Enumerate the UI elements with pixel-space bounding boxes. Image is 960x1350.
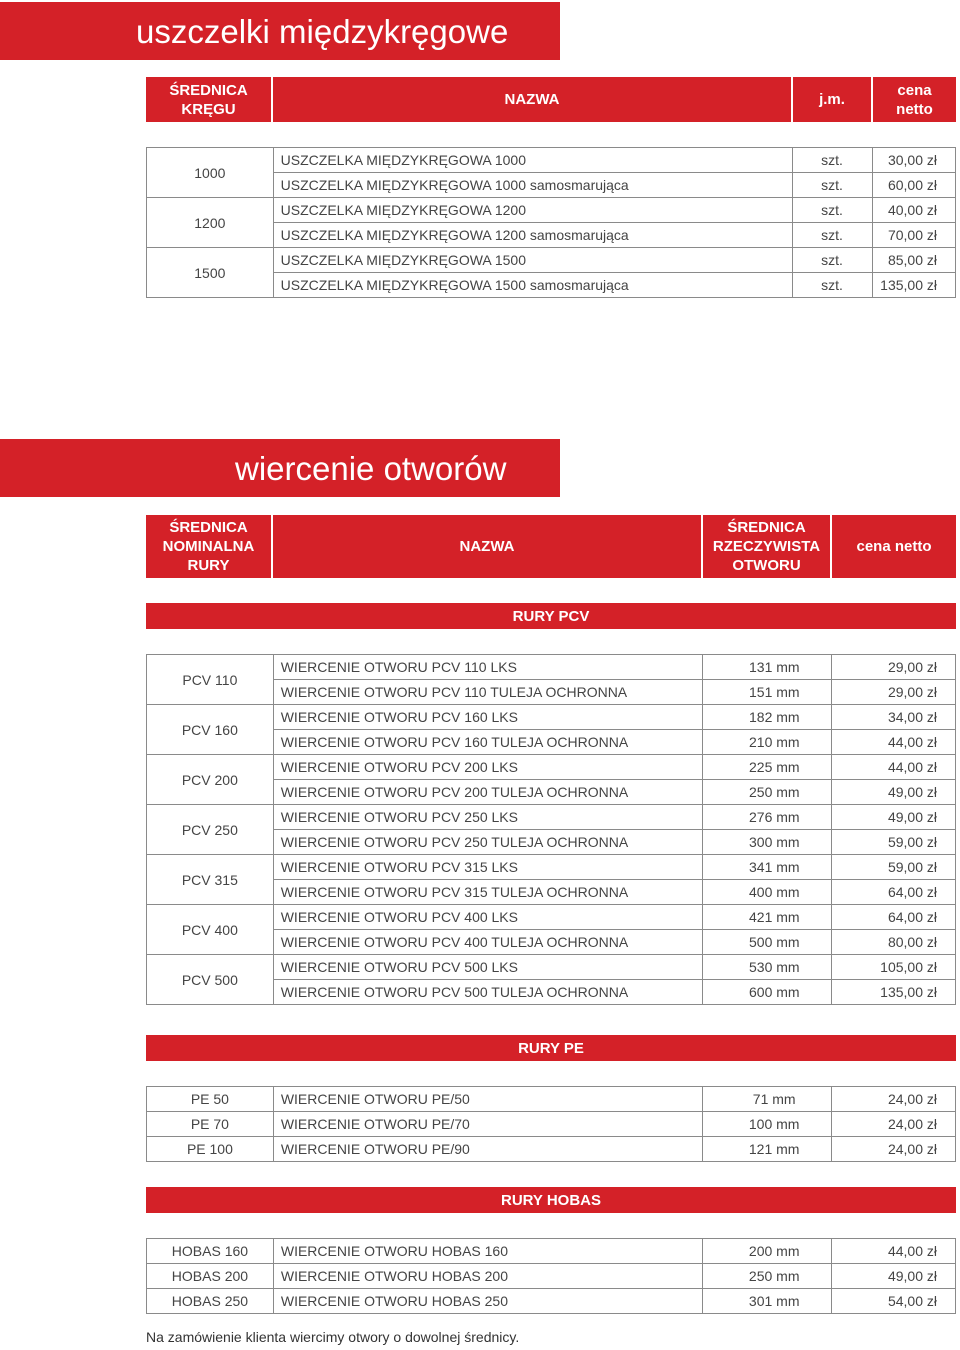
price-cell: 30,00 zł — [873, 148, 956, 173]
pipe-diameter-cell: PE 100 — [147, 1137, 274, 1162]
pipe-diameter-cell: PCV 500 — [147, 955, 274, 1005]
header-label: j.m. — [819, 91, 845, 108]
price-cell: 64,00 zł — [832, 880, 956, 905]
hole-size-cell: 71 mm — [703, 1087, 832, 1112]
name-cell: WIERCENIE OTWORU PE/70 — [273, 1112, 702, 1137]
hole-size-cell: 200 mm — [703, 1239, 832, 1264]
hole-size-cell: 341 mm — [703, 855, 832, 880]
name-cell: WIERCENIE OTWORU HOBAS 250 — [273, 1289, 702, 1314]
unit-cell: szt. — [793, 148, 873, 173]
name-cell: USZCZELKA MIĘDZYKRĘGOWA 1200 samosmarująca — [273, 223, 792, 248]
price-cell: 44,00 zł — [832, 730, 956, 755]
header-label: NAZWA — [504, 91, 560, 108]
table-row — [147, 905, 956, 930]
unit-cell: szt. — [793, 198, 873, 223]
price-cell: 49,00 zł — [832, 805, 956, 830]
pipe-diameter-cell: PCV 315 — [147, 855, 274, 905]
price-cell: 49,00 zł — [832, 780, 956, 805]
hole-size-cell: 225 mm — [703, 755, 832, 780]
name-cell: WIERCENIE OTWORU PCV 315 TULEJA OCHRONNA — [273, 880, 703, 905]
hole-size-cell: 121 mm — [703, 1137, 832, 1162]
pe-table — [146, 1086, 956, 1162]
name-cell: WIERCENIE OTWORU PCV 160 LKS — [273, 705, 703, 730]
pipe-diameter-cell: HOBAS 250 — [147, 1289, 274, 1314]
header-label: ŚREDNICA KRĘGU — [169, 81, 248, 118]
table-row — [147, 1239, 956, 1264]
name-cell: WIERCENIE OTWORU PCV 110 TULEJA OCHRONNA — [273, 680, 703, 705]
uszczelki-header-row — [146, 77, 956, 122]
table-row — [147, 955, 956, 980]
price-cell: 40,00 zł — [873, 198, 956, 223]
hole-size-cell: 210 mm — [703, 730, 832, 755]
section-title-text: uszczelki międzykręgowe — [136, 12, 509, 50]
price-cell: 24,00 zł — [832, 1137, 956, 1162]
unit-cell: szt. — [793, 223, 873, 248]
price-cell: 44,00 zł — [832, 1239, 956, 1264]
header-label: cena netto — [896, 81, 933, 118]
hole-size-cell: 276 mm — [703, 805, 832, 830]
name-cell: USZCZELKA MIĘDZYKRĘGOWA 1000 samosmarująca — [273, 173, 792, 198]
header-nazwa — [273, 515, 703, 578]
footnote: Na zamówienie klienta wiercimy otwory o dowolnej średnicy. — [146, 1329, 520, 1345]
name-cell: WIERCENIE OTWORU PCV 200 LKS — [273, 755, 703, 780]
subsection-title: RURY HOBAS — [500, 1191, 601, 1209]
table-row — [147, 248, 956, 273]
hole-size-cell: 600 mm — [703, 980, 832, 1005]
unit-cell: szt. — [793, 273, 873, 298]
name-cell: WIERCENIE OTWORU HOBAS 160 — [273, 1239, 702, 1264]
subsection-rury-pcv — [146, 603, 956, 629]
name-cell: WIERCENIE OTWORU PCV 500 TULEJA OCHRONNA — [273, 980, 703, 1005]
table-row — [147, 705, 956, 730]
section-title-wiercenie — [0, 439, 560, 497]
subsection-rury-hobas — [146, 1187, 956, 1213]
table-row — [147, 1112, 956, 1137]
price-cell: 105,00 zł — [832, 955, 956, 980]
unit-cell: szt. — [793, 248, 873, 273]
hole-size-cell: 182 mm — [703, 705, 832, 730]
hole-size-cell: 530 mm — [703, 955, 832, 980]
hole-size-cell: 400 mm — [703, 880, 832, 905]
diameter-cell: 1200 — [147, 198, 274, 248]
name-cell: WIERCENIE OTWORU PCV 160 TULEJA OCHRONNA — [273, 730, 703, 755]
pipe-diameter-cell: PE 70 — [147, 1112, 274, 1137]
price-cell: 85,00 zł — [873, 248, 956, 273]
table-row — [147, 198, 956, 223]
pipe-diameter-cell: PCV 400 — [147, 905, 274, 955]
table-row — [147, 1087, 956, 1112]
price-cell: 70,00 zł — [873, 223, 956, 248]
pipe-diameter-cell: PE 50 — [147, 1087, 274, 1112]
uszczelki-table — [146, 147, 956, 298]
table-row — [147, 755, 956, 780]
hole-size-cell: 500 mm — [703, 930, 832, 955]
pcv-table — [146, 654, 956, 1005]
price-cell: 29,00 zł — [832, 655, 956, 680]
hole-size-cell: 421 mm — [703, 905, 832, 930]
name-cell: WIERCENIE OTWORU HOBAS 200 — [273, 1264, 702, 1289]
header-srednica-nominalna — [146, 515, 273, 578]
name-cell: WIERCENIE OTWORU PCV 315 LKS — [273, 855, 703, 880]
price-cell: 29,00 zł — [832, 680, 956, 705]
header-nazwa — [273, 77, 793, 122]
name-cell: USZCZELKA MIĘDZYKRĘGOWA 1500 — [273, 248, 792, 273]
price-cell: 59,00 zł — [832, 830, 956, 855]
price-cell: 54,00 zł — [832, 1289, 956, 1314]
header-label: ŚREDNICA NOMINALNA RURY — [162, 519, 255, 574]
name-cell: WIERCENIE OTWORU PCV 400 LKS — [273, 905, 703, 930]
name-cell: WIERCENIE OTWORU PCV 400 TULEJA OCHRONNA — [273, 930, 703, 955]
name-cell: WIERCENIE OTWORU PCV 250 LKS — [273, 805, 703, 830]
name-cell: WIERCENIE OTWORU PE/90 — [273, 1137, 702, 1162]
header-label: ŚREDNICA RZECZYWISTA OTWORU — [712, 519, 821, 574]
price-cell: 44,00 zł — [832, 755, 956, 780]
section-title-text: wiercenie otworów — [235, 449, 507, 487]
pipe-diameter-cell: PCV 110 — [147, 655, 274, 705]
table-row — [147, 148, 956, 173]
hole-size-cell: 301 mm — [703, 1289, 832, 1314]
header-label: cena netto — [856, 538, 932, 555]
price-cell: 60,00 zł — [873, 173, 956, 198]
diameter-cell: 1500 — [147, 248, 274, 298]
table-row — [147, 655, 956, 680]
pipe-diameter-cell: PCV 160 — [147, 705, 274, 755]
price-cell: 24,00 zł — [832, 1087, 956, 1112]
name-cell: WIERCENIE OTWORU PCV 200 TULEJA OCHRONNA — [273, 780, 703, 805]
header-srednica-kregu — [146, 77, 273, 122]
price-cell: 64,00 zł — [832, 905, 956, 930]
diameter-cell: 1000 — [147, 148, 274, 198]
table-row — [147, 855, 956, 880]
price-cell: 135,00 zł — [873, 273, 956, 298]
hobas-table — [146, 1238, 956, 1314]
name-cell: WIERCENIE OTWORU PCV 250 TULEJA OCHRONNA — [273, 830, 703, 855]
name-cell: USZCZELKA MIĘDZYKRĘGOWA 1000 — [273, 148, 792, 173]
table-row — [147, 805, 956, 830]
pipe-diameter-cell: HOBAS 200 — [147, 1264, 274, 1289]
price-cell: 49,00 zł — [832, 1264, 956, 1289]
hole-size-cell: 300 mm — [703, 830, 832, 855]
name-cell: WIERCENIE OTWORU PCV 500 LKS — [273, 955, 703, 980]
header-cena-netto — [832, 515, 956, 578]
subsection-title: RURY PCV — [512, 607, 590, 625]
hole-size-cell: 131 mm — [703, 655, 832, 680]
hole-size-cell: 151 mm — [703, 680, 832, 705]
name-cell: USZCZELKA MIĘDZYKRĘGOWA 1200 — [273, 198, 792, 223]
unit-cell: szt. — [793, 173, 873, 198]
hole-size-cell: 250 mm — [703, 1264, 832, 1289]
header-label: NAZWA — [459, 538, 515, 555]
name-cell: WIERCENIE OTWORU PE/50 — [273, 1087, 702, 1112]
header-srednica-rzeczywista — [703, 515, 832, 578]
hole-size-cell: 250 mm — [703, 780, 832, 805]
section-title-uszczelki — [0, 2, 560, 60]
price-cell: 80,00 zł — [832, 930, 956, 955]
price-cell: 135,00 zł — [832, 980, 956, 1005]
table-row — [147, 1264, 956, 1289]
hole-size-cell: 100 mm — [703, 1112, 832, 1137]
pipe-diameter-cell: PCV 250 — [147, 805, 274, 855]
header-jm — [793, 77, 873, 122]
pipe-diameter-cell: HOBAS 160 — [147, 1239, 274, 1264]
table-row — [147, 1289, 956, 1314]
subsection-title: RURY PE — [518, 1039, 584, 1057]
table-row — [147, 1137, 956, 1162]
name-cell: WIERCENIE OTWORU PCV 110 LKS — [273, 655, 703, 680]
price-cell: 34,00 zł — [832, 705, 956, 730]
name-cell: USZCZELKA MIĘDZYKRĘGOWA 1500 samosmarująca — [273, 273, 792, 298]
pipe-diameter-cell: PCV 200 — [147, 755, 274, 805]
price-cell: 59,00 zł — [832, 855, 956, 880]
header-cena-netto — [873, 77, 956, 122]
wiercenie-header-row — [146, 515, 956, 578]
price-cell: 24,00 zł — [832, 1112, 956, 1137]
subsection-rury-pe — [146, 1035, 956, 1061]
